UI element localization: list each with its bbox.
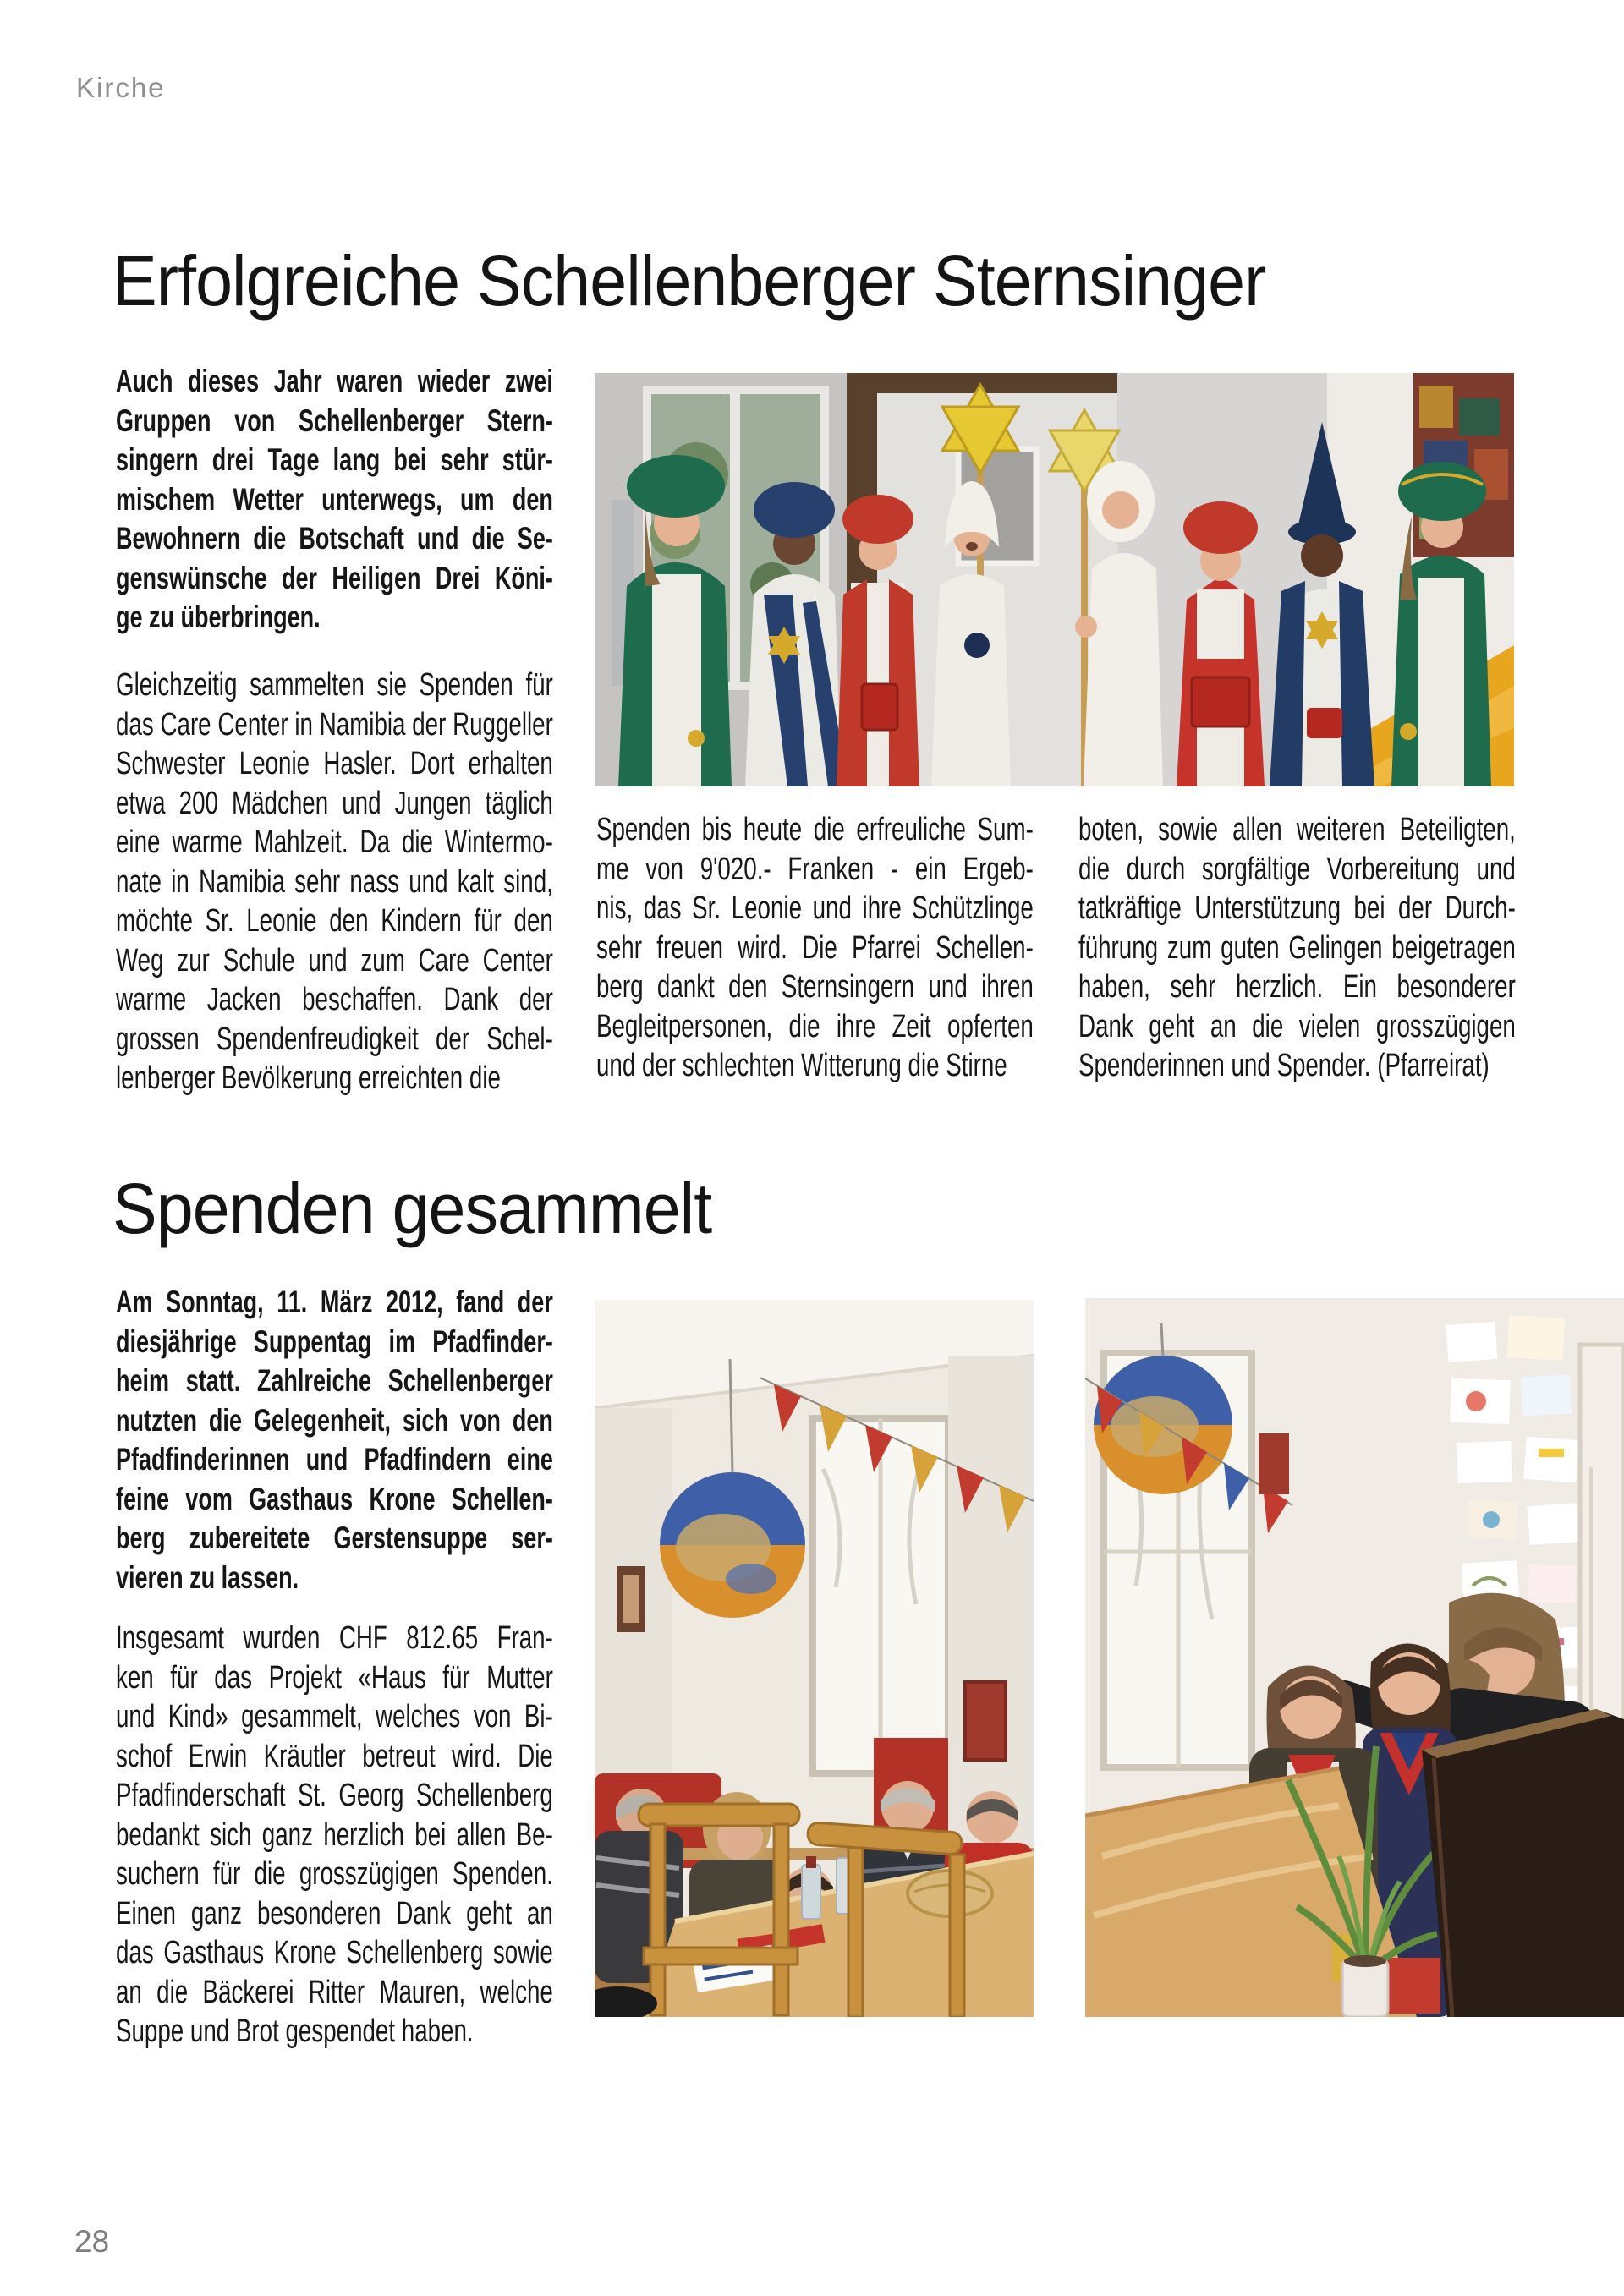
text-line: Pfadfinderschaft St. Georg Schellenberg <box>116 1778 553 1813</box>
text-line: berg dankt den Sternsingern und ihren <box>596 969 1034 1005</box>
text-line: Auch dieses Jahr waren wieder zwei <box>116 364 553 398</box>
text-line: Bewohnern die Botschaft und die Se- <box>116 521 553 556</box>
lectern <box>1422 1709 1624 2017</box>
text-line: Weg zur Schule und zum Care Center <box>116 942 553 978</box>
figure-white-tall <box>1075 461 1163 786</box>
scout-girls-photo <box>1085 1298 1624 2017</box>
text-line: Einen ganz besonderen Dank geht an <box>116 1895 553 1932</box>
text-line: nis, das Sr. Leonie und ihre Schützlinge <box>596 890 1034 926</box>
suppentag-room-illustration <box>595 1300 1034 2017</box>
text-line: Schwester Leonie Hasler. Dort erhalten <box>116 746 553 781</box>
article1-column2-paragraph <box>596 810 1034 1086</box>
text-line: feine vom Gasthaus Krone Schellen- <box>116 1481 553 1516</box>
text-line: vieren zu lassen. <box>116 1559 299 1595</box>
text-line: sehr freuen wird. Die Pfarrei Schellen- <box>596 929 1034 966</box>
text-line: das Gasthaus Krone Schellenberg sowie <box>116 1935 553 1970</box>
text-line: berg zubereitete Gerstensuppe ser- <box>116 1521 553 1555</box>
sternsinger-photo-illustration <box>595 373 1514 786</box>
text-line: Spenden bis heute die erfreuliche Sum- <box>596 812 1034 847</box>
red-object <box>1381 1958 1440 2014</box>
text-line: führung zum guten Gelingen beigetragen <box>1078 929 1516 966</box>
article2-body-paragraph <box>116 1619 553 2052</box>
text-line: und Kind» gesammelt, welches von Bi- <box>116 1699 553 1734</box>
sternsinger-photo <box>595 373 1514 786</box>
text-line: heim statt. Zahlreiche Schellenberger <box>116 1363 553 1398</box>
text-line: suchern für die grosszügigen Spenden. <box>116 1856 553 1892</box>
article2-title: Spenden gesammelt <box>112 1169 712 1248</box>
text-line: möchte Sr. Leonie den Kindern für den <box>116 903 553 939</box>
text-line: schof Erwin Kräutler betreut wird. Die <box>116 1738 553 1774</box>
text-line: etwa 200 Mädchen und Jungen täglich <box>116 785 553 821</box>
text-line: ge zu überbringen. <box>116 600 321 634</box>
text-line: Am Sonntag, 11. März 2012, fand der <box>116 1285 553 1319</box>
text-line: Gleichzeitig sammelten sie Spenden für <box>116 667 553 703</box>
text-line: und der schlechten Witterung die Stirne <box>596 1048 1007 1083</box>
text-line: me von 9'020.- Franken - ein Ergeb- <box>596 851 1034 887</box>
red-wall-picture <box>965 1682 1006 1760</box>
text-line: Insgesamt wurden CHF 812.65 Fran- <box>116 1620 553 1656</box>
article1-column1-paragraph <box>116 666 553 1099</box>
text-line: warme Jacken beschaffen. Dank der <box>116 982 553 1017</box>
text-line: mischem Wetter unterwegs, um den <box>116 481 553 517</box>
text-line: an die Bäckerei Ritter Mauren, welche <box>116 1974 553 2010</box>
page-number: 28 <box>74 2224 110 2259</box>
text-line: Suppe und Brot gespendet haben. <box>116 2014 474 2049</box>
text-line: boten, sowie allen weiteren Beteiligten, <box>1078 812 1516 847</box>
text-line: nutzten die Gelegenheit, sich von den <box>116 1402 553 1438</box>
text-line: das Care Center in Namibia der Ruggeller <box>116 706 553 743</box>
red-wall-picture <box>1259 1433 1289 1494</box>
section-label: Kirche <box>76 72 166 103</box>
text-line: genswünsche der Heiligen Drei Köni- <box>116 560 553 595</box>
text-line: Spenderinnen und Spender. (Pfarreirat) <box>1078 1048 1490 1083</box>
text-line: ken für das Projekt «Haus für Mutter <box>116 1659 553 1696</box>
article1-column3-paragraph <box>1078 810 1516 1086</box>
text-line: Begleitpersonen, die ihre Zeit opferten <box>596 1008 1034 1044</box>
suppentag-room-photo <box>595 1300 1034 2017</box>
article1-title: Erfolgreiche Schellenberger Sternsinger <box>112 241 1266 321</box>
text-line: singern drei Tage lang bei sehr stür- <box>116 442 553 477</box>
text-line: lenberger Bevölkerung erreichten die <box>116 1060 501 1096</box>
text-line: Pfadfinderinnen und Pfadfindern eine <box>116 1442 553 1477</box>
text-line: tatkräftige Unterstützung bei der Durch- <box>1078 890 1516 926</box>
text-line: diesjährige Suppentag im Pfadfinder- <box>116 1323 553 1359</box>
text-line: haben, sehr herzlich. Ein besonderer <box>1078 969 1516 1005</box>
text-line: die durch sorgfältige Vorbereitung und <box>1078 851 1516 887</box>
text-line: eine warme Mahlzeit. Da die Wintermo- <box>116 825 553 860</box>
text-line: nate in Namibia sehr nass und kalt sind, <box>116 863 553 900</box>
scout-girls-illustration <box>1085 1298 1624 2017</box>
text-line: Dank geht an die vielen grosszügigen <box>1078 1008 1516 1044</box>
text-line: grossen Spendenfreudigkeit der Schel- <box>116 1021 553 1057</box>
article1-intro-paragraph <box>116 362 553 638</box>
text-line: bedankt sich ganz herzlich bei allen Be- <box>116 1817 553 1853</box>
text-line: Gruppen von Schellenberger Stern- <box>116 403 553 438</box>
article2-intro-paragraph <box>116 1283 553 1597</box>
